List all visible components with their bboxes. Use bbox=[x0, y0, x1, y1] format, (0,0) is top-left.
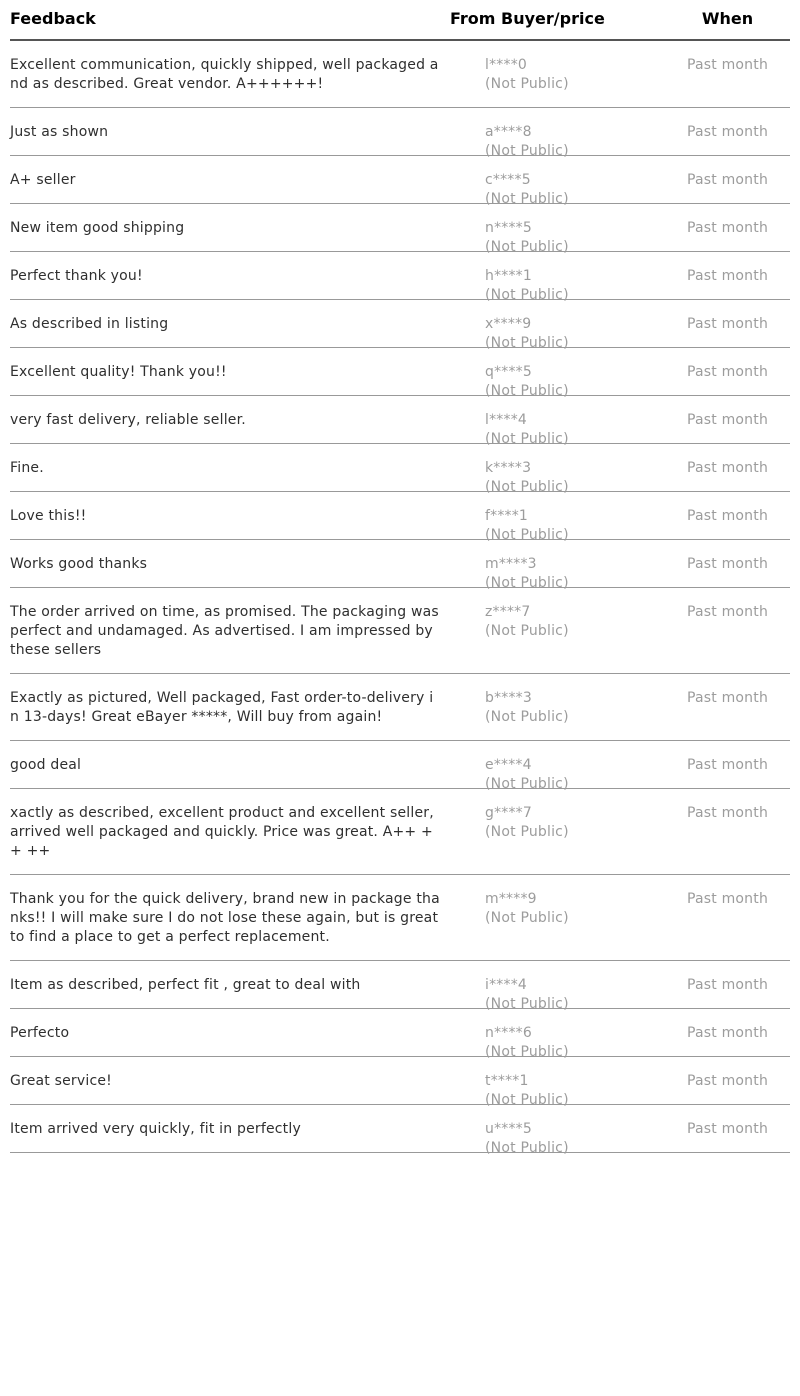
feedback-text: Works good thanks bbox=[10, 556, 148, 572]
buyer-privacy-note: (Not Public) bbox=[485, 239, 569, 255]
feedback-text: Love this!! bbox=[10, 508, 87, 524]
feedback-when: Past month bbox=[686, 757, 769, 773]
feedback-when: Past month bbox=[686, 556, 769, 572]
feedback-text: New item good shipping bbox=[10, 220, 185, 236]
buyer-id: i****4 bbox=[485, 977, 527, 993]
feedback-text: very fast delivery, reliable seller. bbox=[10, 412, 246, 428]
feedback-text: Exactly as pictured, Well packaged, Fast order-to-delivery in 13-days! Great eBayer *****, Will buy from again! bbox=[10, 690, 434, 725]
buyer-privacy-note: (Not Public) bbox=[485, 824, 569, 840]
buyer-cell bbox=[450, 123, 665, 159]
table-row bbox=[10, 108, 790, 159]
buyer-cell bbox=[450, 756, 665, 792]
feedback-text: The order arrived on time, as promised. The packaging was perfect and undamaged. As advertised. I am impressed by these sellers bbox=[10, 604, 444, 658]
buyer-privacy-note: (Not Public) bbox=[485, 1092, 569, 1108]
feedback-when: Past month bbox=[686, 1073, 769, 1089]
buyer-privacy-note: (Not Public) bbox=[485, 776, 569, 792]
buyer-id: e****4 bbox=[485, 757, 532, 773]
buyer-privacy-note: (Not Public) bbox=[485, 527, 569, 543]
table-row bbox=[10, 588, 790, 674]
table-row bbox=[10, 540, 790, 591]
buyer-id: l****4 bbox=[485, 412, 527, 428]
buyer-privacy-note: (Not Public) bbox=[485, 1044, 569, 1060]
buyer-cell bbox=[450, 804, 665, 840]
buyer-privacy-note: (Not Public) bbox=[485, 910, 569, 926]
buyer-cell bbox=[450, 1120, 665, 1156]
buyer-id: c****5 bbox=[485, 172, 531, 188]
feedback-text: Excellent communication, quickly shipped, well packaged and as described. Great vendor. A++++++! bbox=[10, 57, 439, 92]
buyer-privacy-note: (Not Public) bbox=[485, 431, 569, 447]
table-row bbox=[10, 961, 790, 1012]
buyer-privacy-note: (Not Public) bbox=[485, 335, 569, 351]
buyer-cell bbox=[450, 689, 665, 725]
buyer-id: z****7 bbox=[485, 604, 531, 620]
table-row bbox=[10, 1057, 790, 1108]
buyer-id: q****5 bbox=[485, 364, 532, 380]
buyer-privacy-note: (Not Public) bbox=[485, 383, 569, 399]
feedback-text: xactly as described, excellent product and excellent seller, arrived well packaged and quickly. Price was great. A++ ++ ++ bbox=[10, 805, 439, 859]
feedback-when: Past month bbox=[686, 364, 769, 380]
buyer-cell bbox=[450, 219, 665, 255]
feedback-text: Great service! bbox=[10, 1073, 112, 1089]
feedback-when: Past month bbox=[686, 977, 769, 993]
column-header-from-buyer-price: From Buyer/price bbox=[450, 9, 605, 28]
column-header-when: When bbox=[701, 9, 754, 28]
buyer-id: b****3 bbox=[485, 690, 532, 706]
table-row bbox=[10, 674, 790, 741]
buyer-cell bbox=[450, 363, 665, 399]
buyer-privacy-note: (Not Public) bbox=[485, 143, 569, 159]
buyer-cell bbox=[450, 507, 665, 543]
table-row bbox=[10, 875, 790, 961]
feedback-text: Item as described, perfect fit , great to deal with bbox=[10, 977, 361, 993]
buyer-id: g****7 bbox=[485, 805, 532, 821]
feedback-when: Past month bbox=[686, 172, 769, 188]
buyer-cell bbox=[450, 1072, 665, 1108]
feedback-when: Past month bbox=[686, 316, 769, 332]
buyer-id: n****6 bbox=[485, 1025, 532, 1041]
table-row bbox=[10, 1105, 790, 1156]
feedback-when: Past month bbox=[686, 1121, 769, 1137]
buyer-id: m****3 bbox=[485, 556, 537, 572]
buyer-cell bbox=[450, 555, 665, 591]
buyer-privacy-note: (Not Public) bbox=[485, 287, 569, 303]
table-row bbox=[10, 204, 790, 255]
buyer-privacy-note: (Not Public) bbox=[485, 191, 569, 207]
buyer-cell bbox=[450, 976, 665, 1012]
feedback-rows bbox=[10, 41, 790, 1156]
buyer-privacy-note: (Not Public) bbox=[485, 479, 569, 495]
feedback-when: Past month bbox=[686, 891, 769, 907]
table-row bbox=[10, 300, 790, 351]
feedback-when: Past month bbox=[686, 412, 769, 428]
buyer-cell bbox=[450, 267, 665, 303]
buyer-cell bbox=[450, 411, 665, 447]
feedback-when: Past month bbox=[686, 124, 769, 140]
buyer-id: m****9 bbox=[485, 891, 537, 907]
buyer-id: h****1 bbox=[485, 268, 532, 284]
feedback-when: Past month bbox=[686, 508, 769, 524]
feedback-when: Past month bbox=[686, 57, 769, 73]
buyer-id: n****5 bbox=[485, 220, 532, 236]
feedback-text: A+ seller bbox=[10, 172, 76, 188]
buyer-id: u****5 bbox=[485, 1121, 532, 1137]
buyer-id: l****0 bbox=[485, 57, 527, 73]
column-header-feedback: Feedback bbox=[10, 9, 96, 28]
buyer-cell bbox=[450, 603, 665, 639]
table-row bbox=[10, 252, 790, 303]
feedback-text: Thank you for the quick delivery, brand new in package thanks!! I will make sure I do not lose these again, but is great to find a place to get a perfect replacement. bbox=[10, 891, 443, 945]
feedback-text: Perfecto bbox=[10, 1025, 70, 1041]
buyer-privacy-note: (Not Public) bbox=[485, 623, 569, 639]
buyer-cell bbox=[450, 171, 665, 207]
buyer-id: k****3 bbox=[485, 460, 532, 476]
feedback-when: Past month bbox=[686, 268, 769, 284]
buyer-cell bbox=[450, 315, 665, 351]
feedback-when: Past month bbox=[686, 460, 769, 476]
table-row bbox=[10, 444, 790, 495]
feedback-text: As described in listing bbox=[10, 316, 169, 332]
feedback-when: Past month bbox=[686, 604, 769, 620]
buyer-privacy-note: (Not Public) bbox=[485, 76, 569, 92]
feedback-when: Past month bbox=[686, 690, 769, 706]
feedback-text: Excellent quality! Thank you!! bbox=[10, 364, 227, 380]
feedback-text: Item arrived very quickly, fit in perfectly bbox=[10, 1121, 301, 1137]
table-row bbox=[10, 492, 790, 543]
buyer-cell bbox=[450, 890, 665, 926]
table-row bbox=[10, 41, 790, 108]
feedback-text: good deal bbox=[10, 757, 82, 773]
table-row bbox=[10, 348, 790, 399]
buyer-cell bbox=[450, 56, 665, 92]
buyer-privacy-note: (Not Public) bbox=[485, 996, 569, 1012]
buyer-privacy-note: (Not Public) bbox=[485, 709, 569, 725]
table-row bbox=[10, 396, 790, 447]
buyer-cell bbox=[450, 1024, 665, 1060]
feedback-when: Past month bbox=[686, 220, 769, 236]
feedback-table bbox=[10, 0, 790, 1156]
table-row bbox=[10, 789, 790, 875]
table-row bbox=[10, 1009, 790, 1060]
buyer-privacy-note: (Not Public) bbox=[485, 1140, 569, 1156]
feedback-text: Perfect thank you! bbox=[10, 268, 143, 284]
buyer-id: t****1 bbox=[485, 1073, 529, 1089]
table-row bbox=[10, 156, 790, 207]
feedback-text: Fine. bbox=[10, 460, 44, 476]
buyer-id: x****9 bbox=[485, 316, 532, 332]
table-header-row bbox=[10, 0, 790, 41]
feedback-when: Past month bbox=[686, 1025, 769, 1041]
buyer-id: a****8 bbox=[485, 124, 532, 140]
table-row bbox=[10, 741, 790, 792]
buyer-id: f****1 bbox=[485, 508, 529, 524]
buyer-privacy-note: (Not Public) bbox=[485, 575, 569, 591]
feedback-text: Just as shown bbox=[10, 124, 109, 140]
buyer-cell bbox=[450, 459, 665, 495]
feedback-when: Past month bbox=[686, 805, 769, 821]
